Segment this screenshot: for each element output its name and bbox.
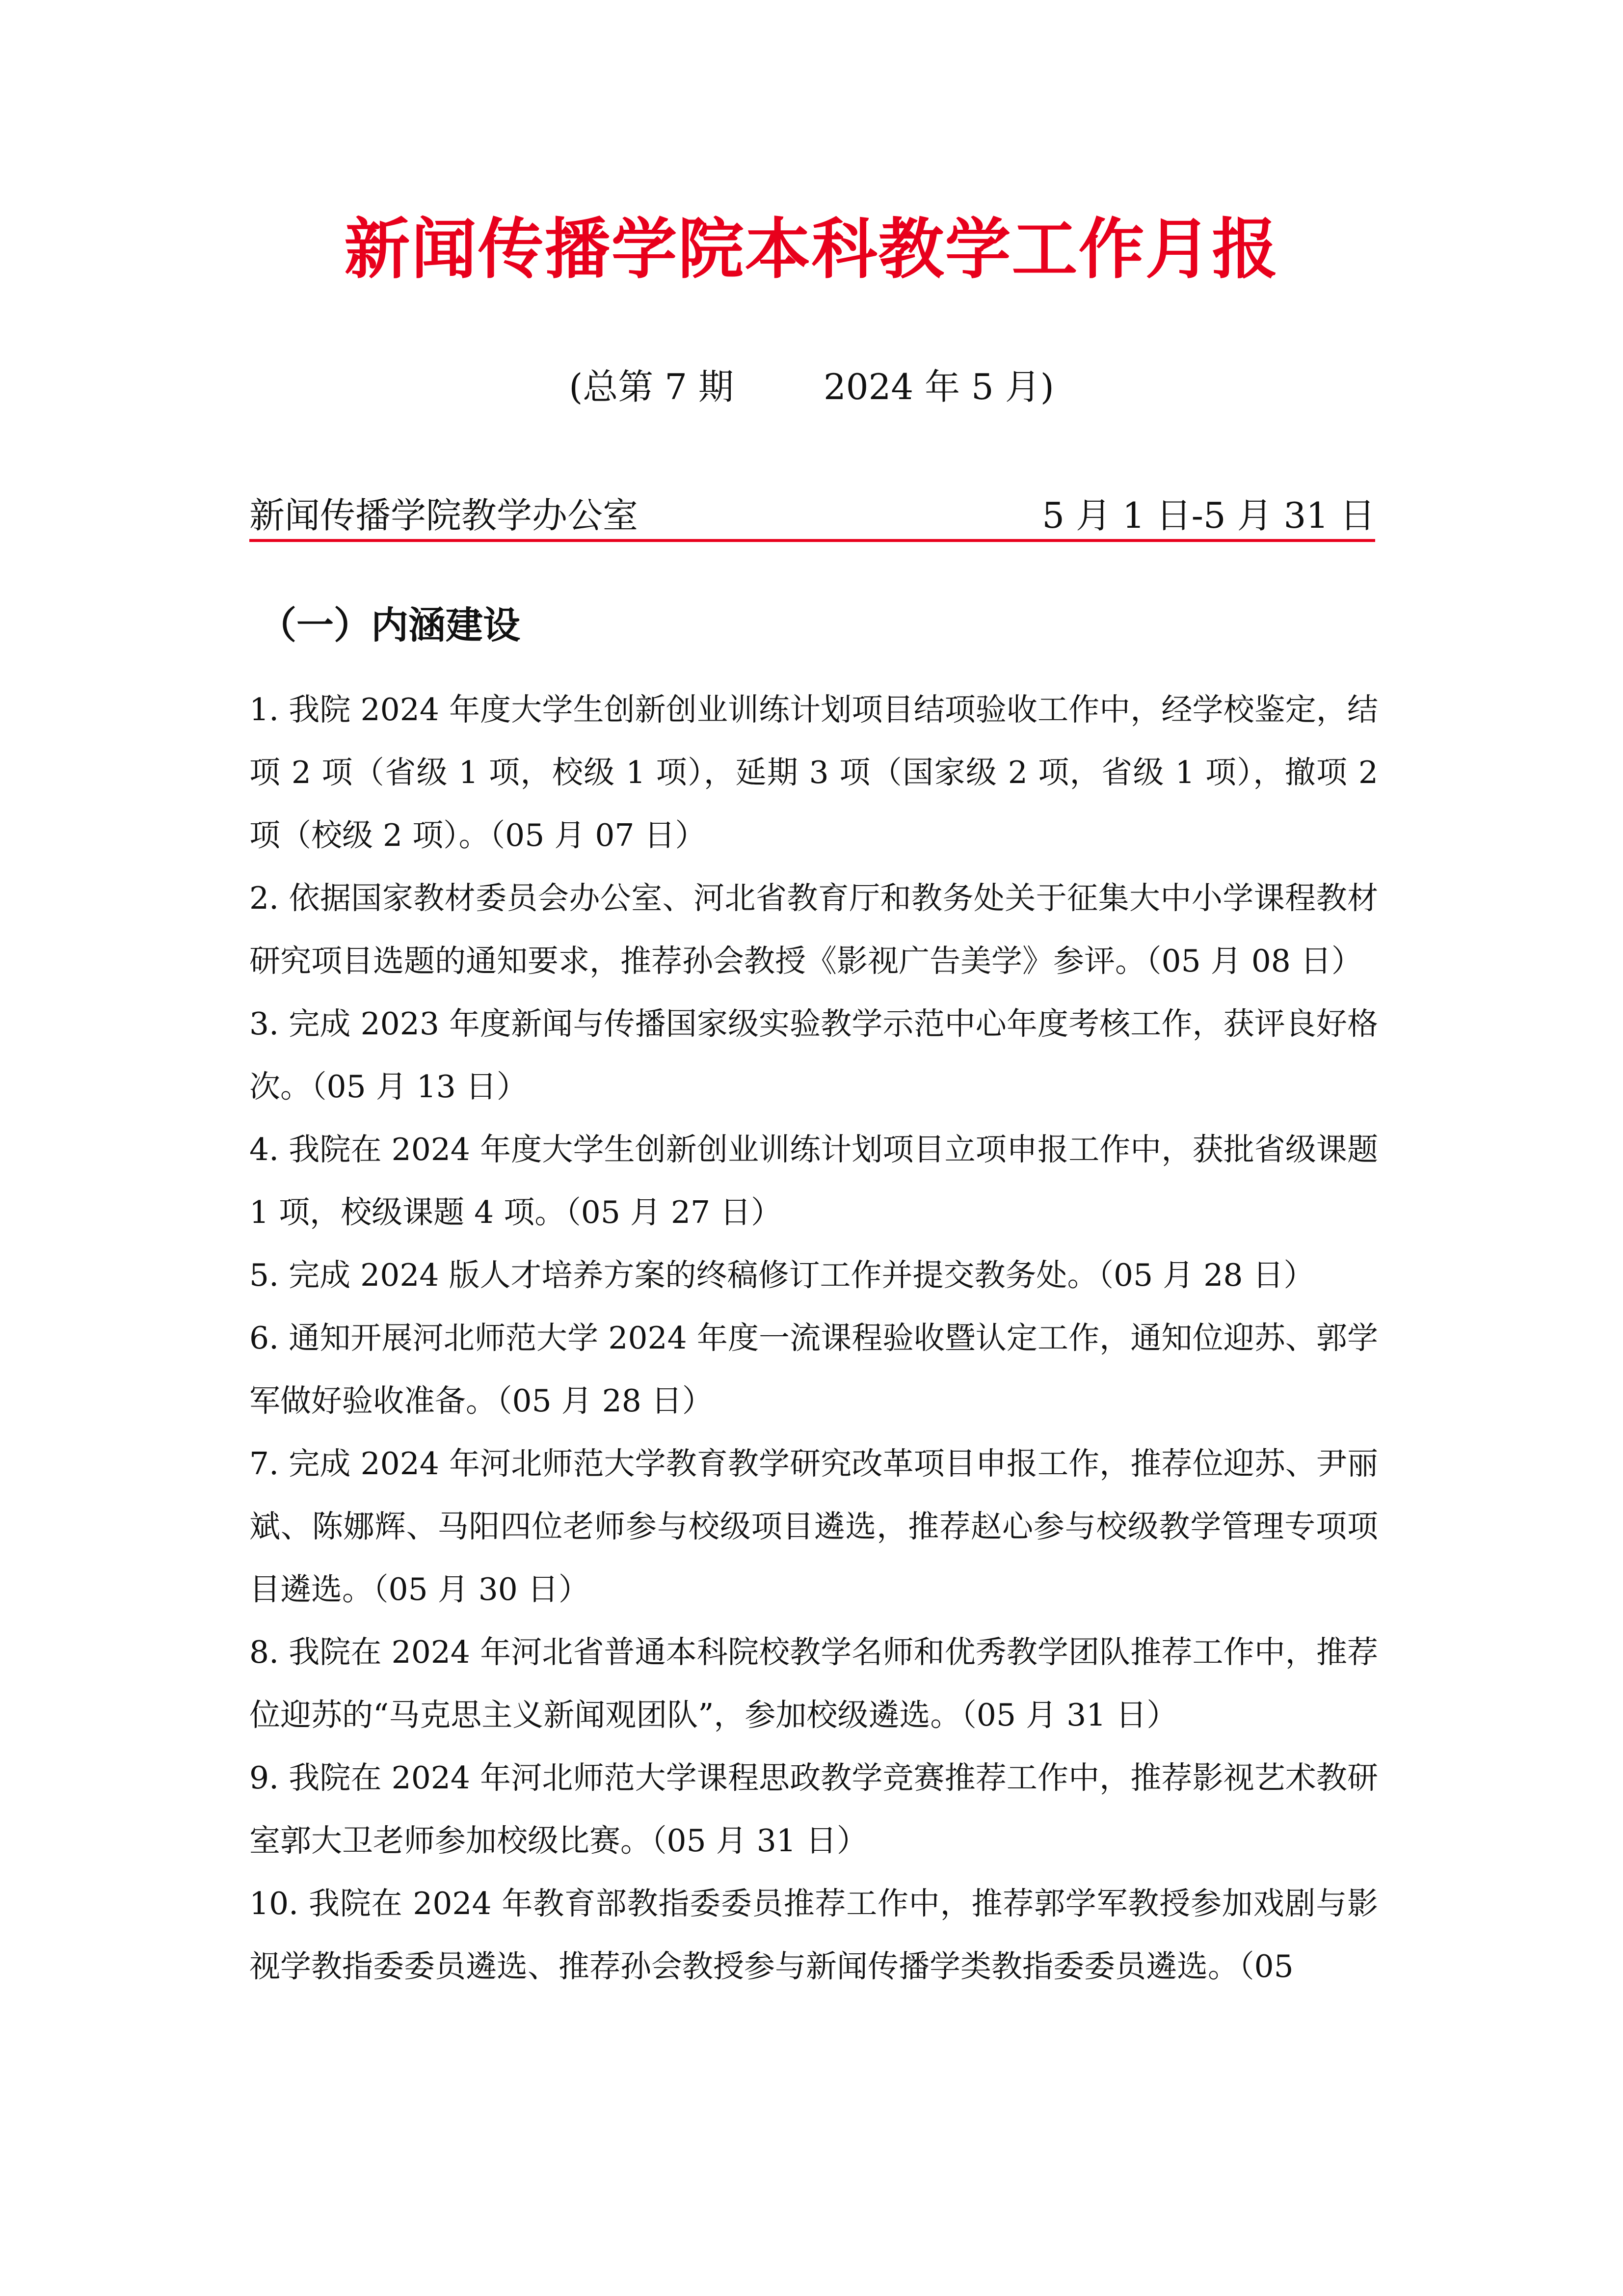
item-list <box>249 678 1378 1998</box>
list-item: 9. 我院在 2024 年河北师范大学课程思政教学竞赛推荐工作中，推荐影视艺术教研室郭大卫老师参加校级比赛。（05 月 31 日） <box>249 1760 1378 1859</box>
section-heading: （一）内涵建设 <box>259 603 520 647</box>
report-period: 5 月 1 日-5 月 31 日 <box>1042 495 1375 536</box>
issue-subtitle: (总第 7 期 2024 年 5 月) <box>569 366 1054 407</box>
list-item: 8. 我院在 2024 年河北省普通本科院校教学名师和优秀教学团队推荐工作中，推荐位迎苏的“马克思主义新闻观团队”，参加校级遴选。（05 月 31 日） <box>249 1634 1378 1733</box>
list-item: 7. 完成 2024 年河北师范大学教育教学研究改革项目申报工作，推荐位迎苏、尹丽斌、陈娜辉、马阳四位老师参与校级项目遴选，推荐赵心参与校级教学管理专项项目遴选。（05 月 30 日） <box>249 1446 1378 1607</box>
list-item: 2. 依据国家教材委员会办公室、河北省教育厅和教务处关于征集大中小学课程教材研究项目选题的通知要求，推荐孙会教授《影视广告美学》参评。（05 月 08 日） <box>249 880 1378 979</box>
list-item: 3. 完成 2023 年度新闻与传播国家级实验教学示范中心年度考核工作，获评良好格次。（05 月 13 日） <box>249 1006 1378 1105</box>
report-header-row <box>249 495 1375 542</box>
list-item: 5. 完成 2024 版人才培养方案的终稿修订工作并提交教务处。（05 月 28 日） <box>249 1257 1315 1293</box>
list-item: 6. 通知开展河北师范大学 2024 年度一流课程验收暨认定工作，通知位迎苏、郭学军做好验收准备。（05 月 28 日） <box>249 1320 1378 1419</box>
report-title: 新闻传播学院本科教学工作月报 <box>344 210 1279 288</box>
office-name: 新闻传播学院教学办公室 <box>249 495 639 536</box>
header-divider <box>249 539 1375 542</box>
list-item: 10. 我院在 2024 年教育部教指委委员推荐工作中，推荐郭学军教授参加戏剧与影视学教指委委员遴选、推荐孙会教授参与新闻传播学类教指委委员遴选。（05 <box>249 1886 1378 1984</box>
list-item: 4. 我院在 2024 年度大学生创新创业训练计划项目立项申报工作中，获批省级课题 1 项，校级课题 4 项。（05 月 27 日） <box>249 1132 1378 1230</box>
list-item: 1. 我院 2024 年度大学生创新创业训练计划项目结项验收工作中，经学校鉴定，结项 2 项（省级 1 项，校级 1 项），延期 3 项（国家级 2 项，省级 1 项），撤项 2 项（校级 2 项）。（05 月 07 日） <box>249 692 1378 853</box>
